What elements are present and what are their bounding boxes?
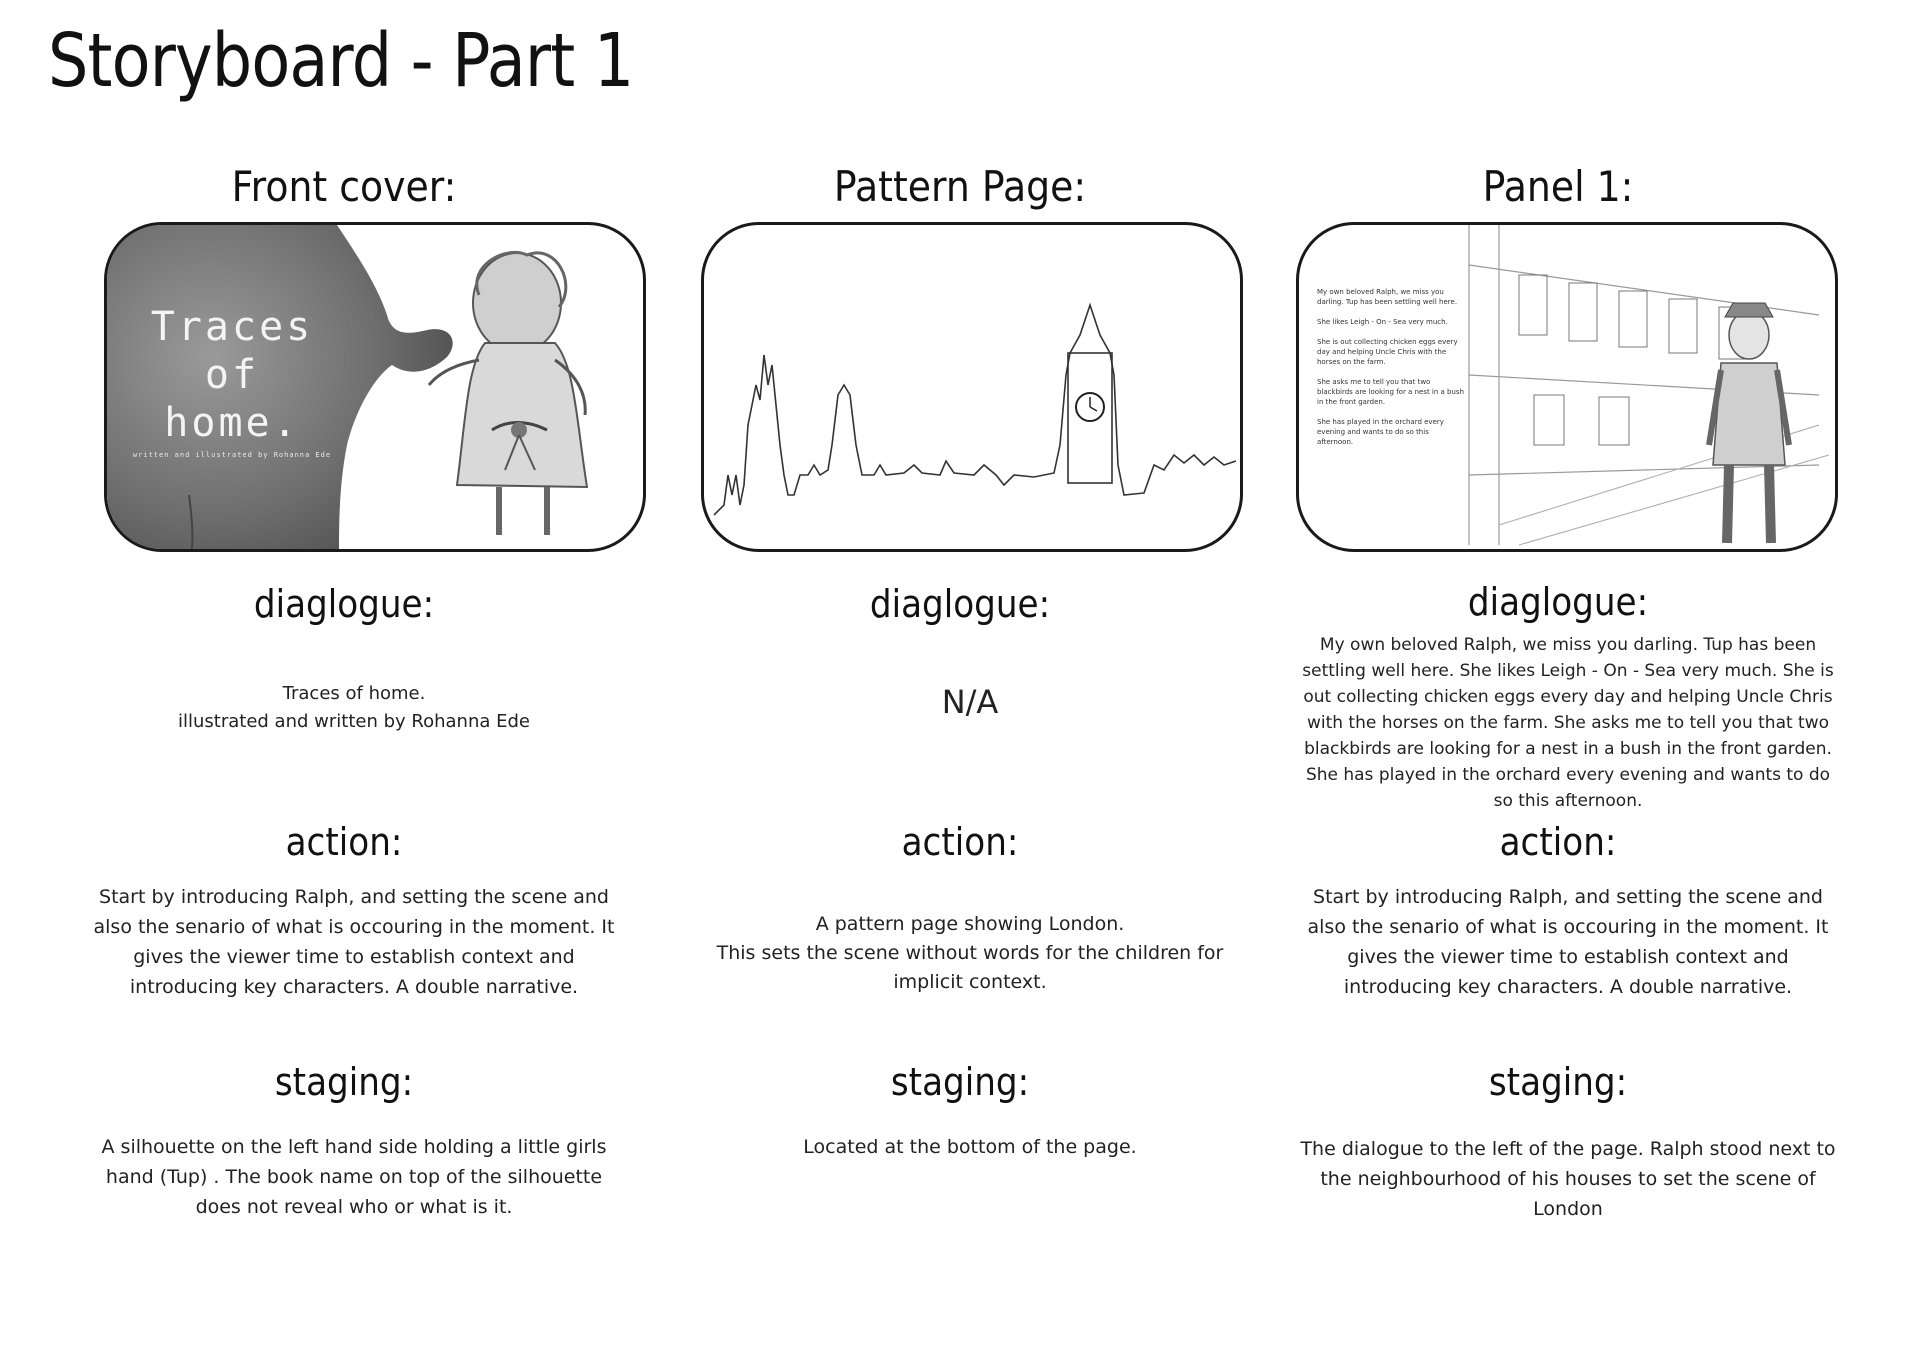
page-title: Storyboard - Part 1	[48, 18, 634, 104]
action-text: Start by introducing Ralph, and setting the scene and also the senario of what is occouring in the moment. It gives the viewer time to establish context and introducing key characters. A double narrative.	[93, 886, 615, 998]
dialogue-heading: diaglogue:	[253, 582, 435, 626]
staging-heading: staging:	[274, 1060, 414, 1104]
front-cover-illustration	[104, 222, 646, 552]
staging-heading: staging:	[890, 1060, 1030, 1104]
dialogue-text: Traces of home. illustrated and written by Rohanna Ede	[178, 683, 530, 732]
dialogue-text: My own beloved Ralph, we miss you darling. Tup has been settling well here. She likes Leigh - On - Sea very much. She is out collecting chicken eggs every day and helping Uncle Chris with the horses on the farm. She asks me to tell you that two blackbirds are looking for a nest in a bush in the front garden. She has played in the orchard every evening and wants to do so this afternoon.	[1302, 635, 1834, 811]
panel-1-image-text	[1317, 287, 1467, 457]
panel-title: Front cover:	[231, 162, 457, 211]
action-heading: action:	[901, 820, 1019, 864]
dialogue-text: N/A	[941, 683, 999, 721]
action-heading: action:	[1499, 820, 1617, 864]
staging-text: Located at the bottom of the page.	[803, 1136, 1137, 1158]
staging-text: The dialogue to the left of the page. Ralph stood next to the neighbourhood of his houses to set the scene of London	[1300, 1138, 1836, 1220]
dialogue-heading: diaglogue:	[869, 582, 1051, 626]
cover-author-credit: written and illustrated by Rohanna Ede	[132, 451, 332, 459]
staging-heading: staging:	[1488, 1060, 1628, 1104]
panel-1-illustration	[1296, 222, 1838, 552]
image-text-paragraph: She asks me to tell you that two blackbirds are looking for a nest in a bush in the front garden.	[1317, 378, 1465, 406]
dialogue-heading: diaglogue:	[1467, 580, 1649, 624]
action-text: A pattern page showing London. This sets the scene without words for the children for implicit context.	[716, 913, 1224, 993]
cover-title-line: of	[204, 352, 260, 398]
cover-title-line: home.	[164, 400, 300, 446]
panel-title: Panel 1:	[1482, 162, 1634, 211]
storyboard-column-front-cover	[64, 0, 624, 1358]
action-heading: action:	[285, 820, 403, 864]
image-text-paragraph: She likes Leigh - On - Sea very much.	[1317, 318, 1448, 326]
storyboard-column-pattern-page	[680, 0, 1240, 1358]
panel-title: Pattern Page:	[833, 162, 1087, 211]
london-skyline-drawing	[704, 225, 1243, 552]
storyboard-column-panel-1	[1278, 0, 1838, 1358]
pattern-page-illustration	[701, 222, 1243, 552]
image-text-paragraph: She has played in the orchard every evening and wants to do so this afternoon.	[1317, 418, 1444, 446]
action-text: Start by introducing Ralph, and setting the scene and also the senario of what is occouring in the moment. It gives the viewer time to establish context and introducing key characters. A double narrative.	[1307, 886, 1829, 998]
cover-title-line: Traces	[150, 304, 314, 350]
image-text-paragraph: My own beloved Ralph, we miss you darling. Tup has been settling well here.	[1317, 288, 1458, 306]
staging-text: A silhouette on the left hand side holding a little girls hand (Tup) . The book name on top of the silhouette does not reveal who or what is it.	[101, 1136, 607, 1218]
cover-book-title	[127, 303, 337, 447]
image-text-paragraph: She is out collecting chicken eggs every day and helping Uncle Chris with the horses on the farm.	[1317, 338, 1458, 366]
